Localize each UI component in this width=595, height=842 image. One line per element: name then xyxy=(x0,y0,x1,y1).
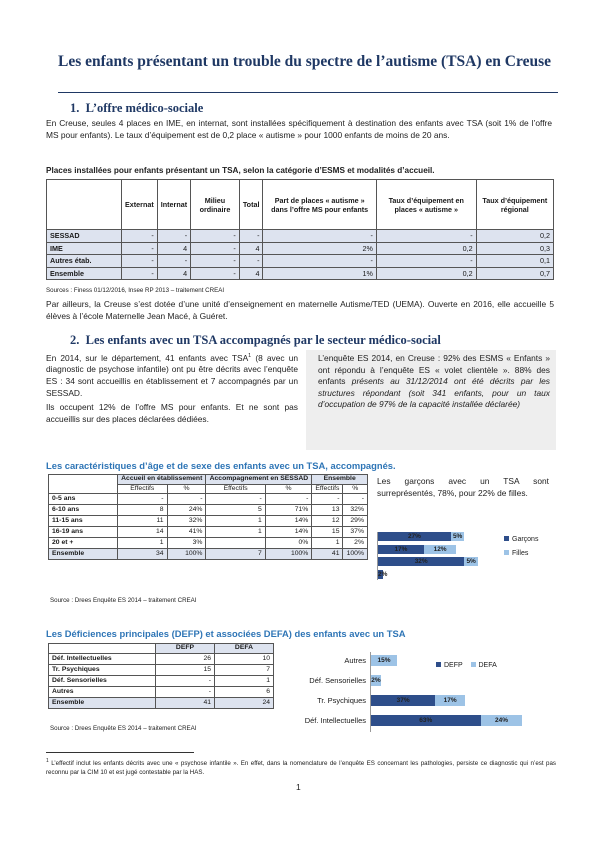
table-cell: 13 xyxy=(312,505,343,516)
sex-bar-filles: 5% xyxy=(451,532,465,541)
table-cell: 0,7 xyxy=(476,267,553,280)
table-cell: 0,1 xyxy=(476,255,553,268)
section1-paragraph: En Creuse, seules 4 places en IME, en internat, sont installées spécifiquement à destination des enfants avec TSA (soit 1% de l’offre MS pour enfants). Le taux d’équipement est de 0,2 place « autisme » pour 1000 enfants de moins de 20 ans. xyxy=(46,118,552,140)
table-cell: 100% xyxy=(343,549,368,560)
sex-legend-female: Filles xyxy=(504,550,528,557)
table-cell: - xyxy=(118,494,168,505)
table-row xyxy=(49,675,274,686)
def-chart xyxy=(284,650,556,735)
sex-bar-filles: 5% xyxy=(464,557,478,566)
table-row xyxy=(49,686,274,697)
table-cell: - xyxy=(191,230,240,243)
table-cell: Ensemble xyxy=(49,549,118,560)
table-cell: - xyxy=(191,242,240,255)
sex-bar-garçons: 32% xyxy=(378,557,464,566)
footnote: $^1$ L’effectif inclut les enfants décrits avec une « psychose infantile ». En effet, dans la nomenclature de l’enquête ES concernant les pathologies, persiste ce diagnostic qui n’est pas reconnu par la CIM 10 et est jugé contestable par la HAS. xyxy=(46,758,556,777)
table-cell: - xyxy=(156,686,215,697)
table1-header xyxy=(47,180,122,230)
def-category-label: Tr. Psychiques xyxy=(317,696,366,705)
table-cell: Déf. Intellectuelles xyxy=(49,653,156,664)
table-cell: 3% xyxy=(167,538,206,549)
table-cell: 0,3 xyxy=(476,242,553,255)
table-cell: 16-19 ans xyxy=(49,527,118,538)
table-cell: 14% xyxy=(265,527,312,538)
table-group-header: Accueil en établissement xyxy=(118,475,206,485)
table1-header: Part de places « autisme » dans l’offre MS pour enfants xyxy=(263,180,376,230)
def-source: Source : Drees Enquête ES 2014 – traitement CREAI xyxy=(50,725,197,732)
table1-header: Milieu ordinaire xyxy=(191,180,240,230)
table1-header: Internat xyxy=(157,180,190,230)
sex-bar-garçons: 17% xyxy=(378,545,424,554)
legend-swatch-icon xyxy=(436,662,441,667)
table-header xyxy=(49,644,156,654)
table-cell: 0% xyxy=(265,538,312,549)
table-cell: 14% xyxy=(265,516,312,527)
age-source: Source : Drees Enquête ES 2014 – traitement CREAI xyxy=(50,597,197,604)
section2-heading: 2. Les enfants avec un TSA accompagnés par le secteur médico-social xyxy=(70,333,441,347)
table-cell: 11 xyxy=(118,516,168,527)
table-cell: 2% xyxy=(343,538,368,549)
table-cell: - xyxy=(157,230,190,243)
table-cell: 26 xyxy=(156,653,215,664)
table-group-header: Accompagnement en SESSAD xyxy=(206,475,312,485)
table-subheader: % xyxy=(343,484,368,494)
def-bar-defa: 24% xyxy=(481,715,523,726)
table-cell: 14 xyxy=(118,527,168,538)
table-cell: 1% xyxy=(263,267,376,280)
def-legend: DEFP DEFA xyxy=(436,662,497,669)
table-cell: 0,2 xyxy=(476,230,553,243)
table-cell: - xyxy=(376,255,476,268)
table-cell: 41% xyxy=(167,527,206,538)
table-row xyxy=(47,267,554,280)
table-cell: - xyxy=(376,230,476,243)
page-number: 1 xyxy=(296,782,301,792)
table-cell: 6 xyxy=(215,686,274,697)
table-row xyxy=(47,255,554,268)
table-cell: 41 xyxy=(312,549,343,560)
table-header-blank xyxy=(49,475,118,494)
footnote-reference: 1 xyxy=(248,353,252,359)
sex-legend-male: Garçons xyxy=(504,536,538,543)
table-subheader: % xyxy=(167,484,206,494)
legend-swatch-icon xyxy=(504,550,509,555)
table1-header: Total xyxy=(239,180,263,230)
table-cell: 34 xyxy=(118,549,168,560)
table-cell: 32% xyxy=(167,516,206,527)
table1-header: Taux d’équipement en places « autisme » xyxy=(376,180,476,230)
table-cell: Ensemble xyxy=(49,697,156,708)
def-subheading: Les Déficiences principales (DEFP) et associées DEFA) des enfants avec un TSA xyxy=(46,628,406,639)
table-cell: - xyxy=(265,494,312,505)
table-row xyxy=(49,549,368,560)
table-cell: - xyxy=(206,494,265,505)
def-bar-defp: 37% xyxy=(371,695,435,706)
table1-header: Externat xyxy=(122,180,158,230)
table-row xyxy=(49,538,368,549)
table-cell: - xyxy=(156,675,215,686)
sex-bar-garçons: 2% xyxy=(378,570,388,578)
table-subheader: Effectifs xyxy=(206,484,265,494)
table-cell: 10 xyxy=(215,653,274,664)
table-cell: 29% xyxy=(343,516,368,527)
table-cell: 15 xyxy=(156,664,215,675)
table-cell: - xyxy=(343,494,368,505)
table-row xyxy=(49,653,274,664)
table-header: DEFA xyxy=(215,644,274,654)
table-cell: Déf. Sensorielles xyxy=(49,675,156,686)
def-category-label: Autres xyxy=(344,656,366,665)
table-cell: 1 xyxy=(118,538,168,549)
table-cell: 4 xyxy=(157,267,190,280)
table-cell: - xyxy=(191,267,240,280)
table-cell: 5 xyxy=(206,505,265,516)
section1-paragraph2: Par ailleurs, la Creuse s’est dotée d’une unité d’enseignement en maternelle Autisme/TED (UEMA). Ouverte en 2016, elle accueille 5 élèves à l’école Maternelle Jean Macé, à Guéret. xyxy=(46,299,554,321)
table-cell: 20 et + xyxy=(49,538,118,549)
table-cell: Autres xyxy=(49,686,156,697)
table-cell: 1 xyxy=(215,675,274,686)
table-cell: 8 xyxy=(118,505,168,516)
table-cell: - xyxy=(191,255,240,268)
table-row xyxy=(49,664,274,675)
title-rule xyxy=(58,92,558,93)
section1-heading: 1. L’offre médico-sociale xyxy=(70,101,204,115)
table-cell: 32% xyxy=(343,505,368,516)
table-row xyxy=(49,527,368,538)
table-cell: 11-15 ans xyxy=(49,516,118,527)
table-cell: 7 xyxy=(215,664,274,675)
def-bar-defa: 15% xyxy=(371,655,397,666)
table-cell: 71% xyxy=(265,505,312,516)
table-cell: 24% xyxy=(167,505,206,516)
table-cell: 4 xyxy=(239,242,263,255)
section2-left-paragraph2: Ils occupent 12% de l’offre MS pour enfants. Et ne sont pas accueillis sur des places déclarées dédiées. xyxy=(46,402,298,424)
table-subheader: Effectifs xyxy=(312,484,343,494)
table-cell: 37% xyxy=(343,527,368,538)
table-row xyxy=(47,242,554,255)
table-cell: - xyxy=(122,267,158,280)
table-cell: IME xyxy=(47,242,122,255)
table-cell: 1 xyxy=(206,527,265,538)
table-cell: Ensemble xyxy=(47,267,122,280)
table1-caption: Places installées pour enfants présentant un TSA, selon la catégorie d’ESMS et modalités d’accueil. xyxy=(46,166,435,175)
table-subheader: % xyxy=(265,484,312,494)
age-side-text: Les garçons avec un TSA sont surreprésentés, 78%, pour 22% de filles. xyxy=(377,476,549,498)
table-cell: 100% xyxy=(167,549,206,560)
age-table xyxy=(48,474,368,560)
table-row xyxy=(47,230,554,243)
table-cell: 41 xyxy=(156,697,215,708)
footnote-rule xyxy=(46,752,194,753)
table-cell: 2% xyxy=(263,242,376,255)
def-category-label: Déf. Intellectuelles xyxy=(304,716,366,725)
table-cell: - xyxy=(312,494,343,505)
table-cell: - xyxy=(157,255,190,268)
table-cell: 6-10 ans xyxy=(49,505,118,516)
table-cell: - xyxy=(122,230,158,243)
table-row xyxy=(49,697,274,708)
table-cell: - xyxy=(167,494,206,505)
table-cell: 0,2 xyxy=(376,267,476,280)
table-row xyxy=(49,516,368,527)
table-cell: 7 xyxy=(206,549,265,560)
table-cell: 12 xyxy=(312,516,343,527)
section2-left-paragraph: En 2014, sur le département, 41 enfants avec TSA$^1$ (8 avec un diagnostic de psychose infantile) ont pu être décrits avec l’enquête ES : 34 sont accueillis en établissement et 7 accompagnés par un SESSAD. xyxy=(46,352,299,398)
survey-info-text: L’enquête ES 2014, en Creuse : 92% des ESMS « Enfants » ont répondu à l’enquête ES « volet clientèle ». 88% des enfants présents au 31/12/2014 ont été décrits par les structures répondant (soit 341 enfants, pour un taux d’occupation de 97% de la capacité installée déclarée) xyxy=(318,353,550,410)
table-cell: 100% xyxy=(265,549,312,560)
def-bar-defa: 17% xyxy=(435,695,465,706)
table-cell: 15 xyxy=(312,527,343,538)
def-category-label: Déf. Sensorielles xyxy=(309,676,366,685)
table-cell: SESSAD xyxy=(47,230,122,243)
table-cell: - xyxy=(263,255,376,268)
table-row xyxy=(49,505,368,516)
table-header-row xyxy=(49,475,368,485)
legend-swatch-icon xyxy=(504,536,509,541)
table-cell: - xyxy=(239,255,263,268)
table-cell: - xyxy=(122,242,158,255)
legend-swatch-icon xyxy=(471,662,476,667)
sex-bar-filles: 12% xyxy=(424,545,456,554)
age-subheading: Les caractéristiques d’âge et de sexe des enfants avec un TSA, accompagnés. xyxy=(46,460,396,471)
def-bar-defa: 2% xyxy=(371,677,381,684)
table-cell xyxy=(206,538,265,549)
table1-source: Sources : Finess 01/12/2016, Insee RP 2013 – traitement CREAI xyxy=(46,287,225,294)
places-table xyxy=(46,179,554,280)
table-cell: 0-5 ans xyxy=(49,494,118,505)
table-cell: - xyxy=(263,230,376,243)
def-bar-defp: 63% xyxy=(371,715,481,726)
table-cell: 4 xyxy=(157,242,190,255)
table-cell: 4 xyxy=(239,267,263,280)
table-cell: - xyxy=(122,255,158,268)
table-cell: 1 xyxy=(206,516,265,527)
table-cell: 0,2 xyxy=(376,242,476,255)
table1-header: Taux d’équipement régional xyxy=(476,180,553,230)
table-cell: 1 xyxy=(312,538,343,549)
table-cell: 24 xyxy=(215,697,274,708)
sex-bar-garçons: 27% xyxy=(378,532,451,541)
table-header: DEFP xyxy=(156,644,215,654)
survey-info-box xyxy=(306,350,556,450)
sex-chart xyxy=(377,528,557,584)
page-title: Les enfants présentant un trouble du spectre de l’autisme (TSA) en Creuse xyxy=(58,53,551,70)
table-group-header: Ensemble xyxy=(312,475,368,485)
table-header-row xyxy=(49,644,274,654)
table-cell: Autres étab. xyxy=(47,255,122,268)
table-row xyxy=(49,494,368,505)
def-table xyxy=(48,643,274,709)
table-cell: Tr. Psychiques xyxy=(49,664,156,675)
table-cell: - xyxy=(239,230,263,243)
table-subheader: Effectifs xyxy=(118,484,168,494)
